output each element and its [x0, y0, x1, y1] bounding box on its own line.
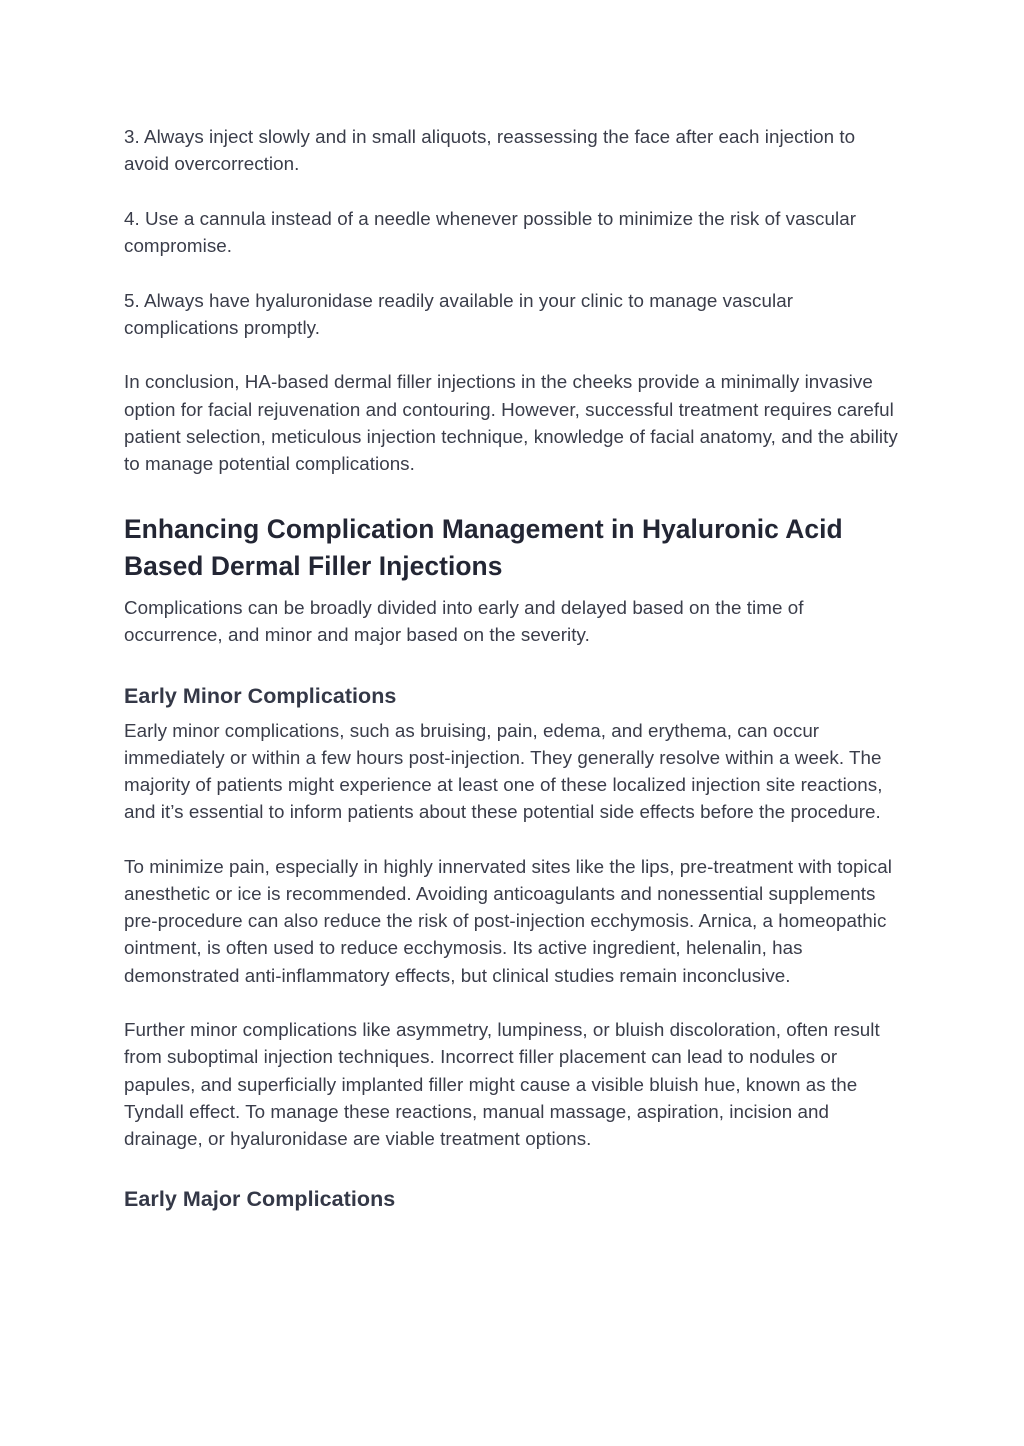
list-item-4: 4. Use a cannula instead of a needle whenever possible to minimize the risk of vascular compromise.	[124, 207, 856, 256]
early-minor-paragraph-3: Further minor complications like asymmetry, lumpiness, or bluish discoloration, often result from suboptimal injection techniques. Incorrect filler placement can lead to nodules or papules, and superficially implanted filler might cause a visible bluish hue, known as the Tyndall effect. To manage these reactions, manual massage, aspiration, incision and drainage, or hyaluronidase are viable treatment options.	[124, 1019, 880, 1150]
early-minor-paragraph-1: Early minor complications, such as bruising, pain, edema, and erythema, can occur immediately or within a few hours post-injection. They generally resolve within a week. The majority of patients might experience at least one of these localized injection site reactions, and it’s essential to inform patients about these potential side effects before the procedure.	[124, 719, 883, 823]
section-intro-paragraph: Complications can be broadly divided into early and delayed based on the time of occurrence, and minor and major based on the severity.	[124, 597, 804, 646]
early-major-heading: Early Major Complications	[124, 1187, 396, 1212]
early-minor-heading: Early Minor Complications	[124, 683, 397, 708]
section-heading: Enhancing Complication Management in Hyaluronic Acid Based Dermal Filler Injections	[124, 514, 843, 582]
list-item-3: 3. Always inject slowly and in small aliquots, reassessing the face after each injection to avoid overcorrection.	[124, 126, 856, 175]
document-body	[124, 123, 900, 1214]
early-minor-paragraph-2: To minimize pain, especially in highly innervated sites like the lips, pre-treatment with topical anesthetic or ice is recommended. Avoiding anticoagulants and nonessential supplements pre-procedure can also reduce the risk of post-injection ecchymosis. Arnica, a homeopathic ointment, is often used to reduce ecchymosis. Its active ingredient, helenalin, has demonstrated anti-inflammatory effects, but clinical studies remain inconclusive.	[124, 855, 892, 986]
list-item-5: 5. Always have hyaluronidase readily available in your clinic to manage vascular complications promptly.	[124, 289, 794, 338]
conclusion-paragraph: In conclusion, HA-based dermal filler injections in the cheeks provide a minimally invasive option for facial rejuvenation and contouring. However, successful treatment requires careful patient selection, meticulous injection technique, knowledge of facial anatomy, and the ability to manage potential complications.	[124, 371, 898, 474]
